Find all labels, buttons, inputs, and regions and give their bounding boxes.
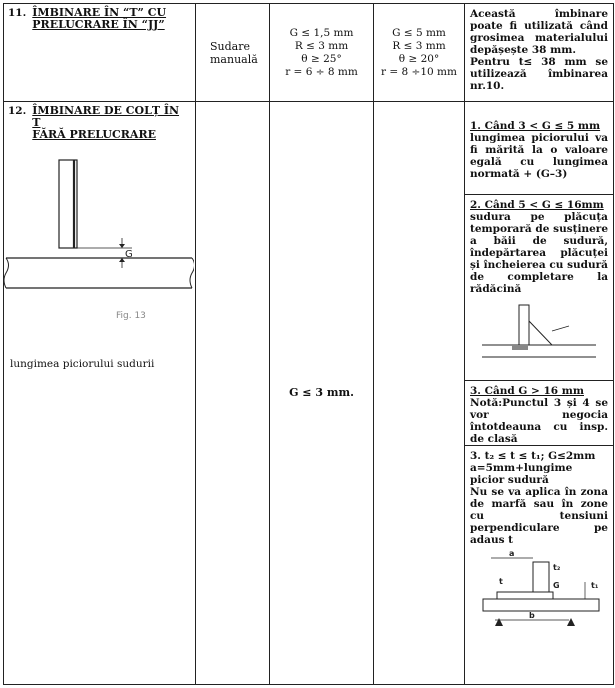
gap-label: G [125, 249, 133, 260]
row12-title-line1: ÎMBINARE DE COLȚ ÎN T [32, 104, 180, 129]
note-3-body: Notă:Punctul 3 și 4 se vor negocia întotdeauna cu insp. de clasă [470, 397, 608, 445]
row12-value-cell [270, 102, 374, 685]
vertical-plate [519, 305, 529, 345]
label-g: G [553, 581, 560, 590]
row11-process-line2: manuală [210, 52, 258, 66]
label-b: b [529, 611, 535, 620]
note-block-2 [465, 195, 613, 381]
row11-title-cell [4, 4, 196, 102]
row12-empty-cell [374, 102, 465, 685]
note-1-head: 1. Când 3 < G ≤ 5 mm [470, 120, 601, 132]
leg-length-text: lungimea piciorului sudurii [10, 358, 155, 370]
note-block-3 [465, 381, 613, 446]
break-line [190, 258, 194, 288]
row12-title-line2: FĂRĂ PRELUCRARE [32, 128, 156, 141]
row11-number: 11. [8, 7, 27, 19]
param-line: r = 8 ÷10 mm [381, 65, 457, 78]
row11-note: Această îmbinare poate fi utilizată când grosimea materialului depășește 38 mm. [470, 8, 608, 56]
note-3-head: 3. Când G > 16 mm [470, 385, 584, 397]
leader-line [552, 326, 569, 331]
vertical-plate [533, 562, 549, 592]
weld-spec-table [3, 3, 614, 685]
param-line: r = 6 ÷ 8 mm [285, 65, 358, 78]
label-a: a [509, 549, 515, 558]
param-line: G ≤ 1,5 mm [289, 26, 354, 39]
row12-notes-cell [465, 102, 614, 685]
arrow-head [567, 618, 575, 626]
note-block-4 [465, 446, 613, 653]
row12-value: G ≤ 3 mm. [289, 386, 354, 399]
row12-number: 12. [8, 105, 27, 117]
row11-title-line2: PRELUCRARE ÎN “JJ” [32, 18, 165, 31]
fillet-joint-drawing [4, 150, 194, 350]
param-line: G ≤ 5 mm [392, 26, 446, 39]
weld-bead [529, 321, 552, 345]
note-4-body: a=5mm+lungime picior sudură [470, 462, 573, 486]
param-line: θ ≥ 20° [398, 52, 440, 65]
note-4-body2: Nu se va aplica în zona de marfă sau în zone cu tensiuni perpendiculare pe adaus t [470, 486, 608, 546]
overlap-plate [497, 592, 553, 599]
row11-note2: Pentru t≤ 38 mm se utilizează îmbinarea nr.10. [470, 56, 608, 92]
param-line: R ≤ 3 mm [294, 39, 349, 52]
note-1-body: lungimea piciorului va fi mărită la o valoare egală cu lungimea normată + (G–3) [470, 132, 608, 180]
base-plate [483, 599, 599, 611]
backing-strip-drawing [474, 301, 604, 371]
arrow-head [495, 618, 503, 626]
table-row [4, 4, 614, 102]
row11-process-line1: Sudare [210, 39, 250, 53]
row12-process-cell [196, 102, 270, 685]
param-line: θ ≥ 25° [301, 52, 342, 65]
row11-title-line1: ÎMBINARE ÎN “T” CU [32, 6, 167, 19]
note-2-body: sudura pe plăcuța temporară de susținere a băii de sudură, îndepărtarea plăcuței și încheierea cu sudură de completare la rădăcină [470, 211, 608, 295]
figure-caption: Fig. 13 [116, 311, 146, 321]
param-line: R ≤ 3 mm [392, 39, 446, 52]
note-2-head: 2. Când 5 < G ≤ 16mm [470, 199, 604, 211]
note-4-head: 3. t₂ ≤ t ≤ t₁; G≤2mm [470, 450, 596, 462]
row11-params-b-cell [374, 4, 465, 102]
row11-note-cell [465, 4, 614, 102]
label-t: t [499, 577, 503, 586]
row11-process-cell [196, 4, 270, 102]
row11-params-a-cell [270, 4, 374, 102]
arrow-head [119, 244, 125, 248]
overlap-joint-drawing [473, 548, 605, 642]
backing-strip [512, 345, 528, 350]
note-block-1 [465, 116, 613, 195]
break-line [4, 258, 9, 288]
label-t2: t₂ [553, 563, 561, 572]
row12-title-cell [4, 102, 196, 685]
label-t1: t₁ [591, 581, 599, 590]
table-row [4, 102, 614, 685]
